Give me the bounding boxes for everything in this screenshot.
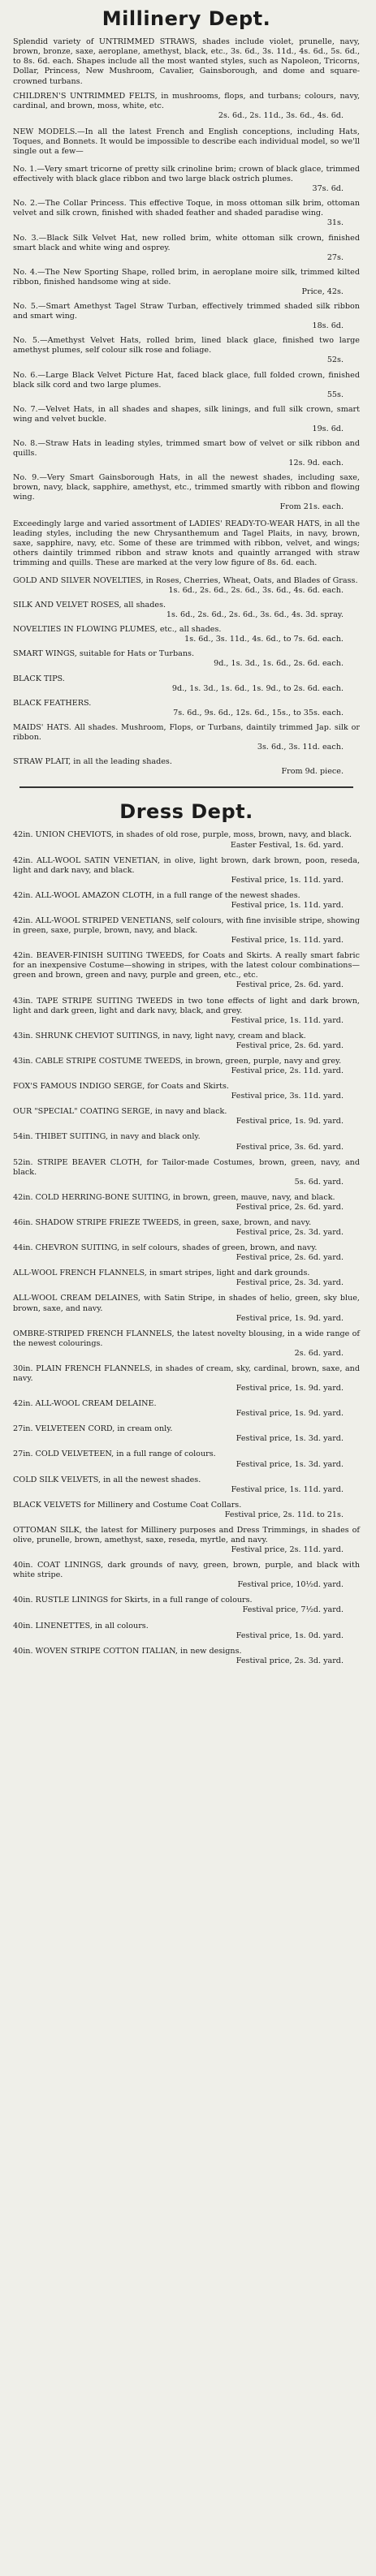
item-text: No. 6.—Large Black Velvet Picture Hat, faced black glace, full folded crown, finished black silk cord and two large plumes. <box>13 370 360 390</box>
item-price: 37s. 6d. <box>312 184 344 194</box>
item-text: 42in. COLD HERRING-BONE SUITING, in brown, green, mauve, navy, and black. <box>13 1192 335 1202</box>
model-item <box>13 473 360 512</box>
list-item <box>13 1158 360 1187</box>
list-item <box>13 1329 360 1359</box>
item-price: 3s. 6d., 3s. 11d. each. <box>257 743 344 752</box>
item-price: 12s. 9d. each. <box>288 459 344 468</box>
item-price: Festival price, 1s. 9d. yard. <box>236 1313 344 1323</box>
item-text: 27in. VELVETEEN CORD, in cream only. <box>13 1424 173 1434</box>
item-price: Festival price, 2s. 11d. yard. <box>231 1066 344 1076</box>
item-text: 44in. CHEVRON SUITING, in self colours, shades of green, brown, and navy. <box>13 1243 318 1253</box>
list-item <box>13 1450 360 1469</box>
item-price: Festival price, 1s. 3d. yard. <box>236 1434 344 1444</box>
item-price: Festival price, 1s. 9d. yard. <box>236 1409 344 1419</box>
item-price: Festival price, 2s. 6d. yard. <box>236 1202 344 1212</box>
item-price: 9d., 1s. 3d., 1s. 6d., 2s. 6d. each. <box>214 659 344 669</box>
list-item <box>13 1132 360 1152</box>
item-price: 7s. 6d., 9s. 6d., 12s. 6d., 15s., to 35s. each. <box>173 708 344 717</box>
item-text: 40in. LINENETTES, in all colours. <box>13 1621 149 1630</box>
item-text: STRAW PLAIT, in all the leading shades. <box>13 757 172 767</box>
list-item <box>13 856 360 885</box>
item-text: 42in. ALL-WOOL CREAM DELAINE. <box>13 1399 157 1409</box>
item-text: 30in. PLAIN FRENCH FLANNELS, in shades of cream, sky, cardinal, brown, saxe, and navy. <box>13 1363 360 1383</box>
model-item <box>13 199 360 228</box>
list-item <box>13 1269 360 1288</box>
item-price: 1s. 6d., 2s. 6d., 2s. 6d., 3s. 6d., 4s. 3d. spray. <box>166 610 344 620</box>
list-item <box>13 1647 360 1666</box>
item-price: Festival price, 1s. 11d. yard. <box>231 875 344 885</box>
item-price: Festival price, 1s. 11d. yard. <box>231 1015 344 1025</box>
list-item <box>13 997 360 1026</box>
item-price: Festival price, 1s. 9d. yard. <box>236 1117 344 1126</box>
item-text: BLACK VELVETS for Millinery and Costume Coat Collars. <box>13 1500 242 1510</box>
item-price: 2s. 6d., 2s. 11d., 3s. 6d., 4s. 6d. <box>218 110 344 120</box>
item-price: Festival price, 1s. 11d. yard. <box>231 1484 344 1494</box>
millinery-section <box>13 6 360 777</box>
item-text: No. 5.—Smart Amethyst Tagel Straw Turban, effectively trimmed shaded silk ribbon and smart wing. <box>13 302 360 321</box>
millinery-heading: Millinery Dept. <box>102 7 271 30</box>
item-text: FOX'S FAMOUS INDIGO SERGE, for Coats and Skirts. <box>13 1082 229 1092</box>
list-item <box>13 1475 360 1495</box>
list-item <box>13 92 360 121</box>
item-price: Festival price, 1s. 11d. yard. <box>231 900 344 910</box>
model-item <box>13 439 360 468</box>
item-price: 9d., 1s. 3d., 1s. 6d., 1s. 9d., to 2s. 6d. each. <box>171 683 344 693</box>
list-item <box>13 625 360 644</box>
item-price: Price, 42s. <box>301 286 344 296</box>
model-item <box>13 405 360 434</box>
section-divider <box>19 786 353 788</box>
item-text: 43in. CABLE STRIPE COSTUME TWEEDS, in brown, green, purple, navy and grey. <box>13 1056 342 1066</box>
list-item <box>13 1193 360 1213</box>
item-text: No. 9.—Very Smart Gainsborough Hats, in all the newest shades, including saxe, brown, navy, black, sapphire, amethyst, etc., trimmed smartly with ribbon and flowing wing. <box>13 473 360 502</box>
item-price: 27s. <box>326 252 344 262</box>
item-price: 1s. 6d., 2s. 6d., 2s. 6d., 3s. 6d., 4s. 6d. each. <box>168 585 344 595</box>
list-item <box>13 1057 360 1076</box>
list-item <box>13 601 360 620</box>
item-text: OMBRE-STRIPED FRENCH FLANNELS, the latest novelty blousing, in a wide range of the newest colourings. <box>13 1329 360 1348</box>
item-text: SILK AND VELVET ROSES, all shades. <box>13 601 166 610</box>
item-text: 42in. ALL-WOOL SATIN VENETIAN, in olive, light brown, dark brown, poon, reseda, light and dark navy, and black. <box>13 855 360 875</box>
item-text: Splendid variety of UNTRIMMED STRAWS, shades include violet, prunelle, navy, brown, bronze, saxe, aeroplane, amethyst, black, etc., 3s. 6d., 3s. 11d., 4s. 6d., 5s. 6d., to 8s. 6d. each. Shapes include all the most wanted styles, such as Napoleon, Tricorns, Dollar, Princess, New Mushroom, Cavalier, Gainsborough, and dome and square-crowned turbans. <box>13 37 360 86</box>
item-price: 19s. 6d. <box>312 424 344 433</box>
list-item <box>13 1399 360 1419</box>
list-item <box>13 1622 360 1641</box>
list-item <box>13 1218 360 1238</box>
model-item <box>13 234 360 263</box>
item-price: Festival price, 1s. 0d. yard. <box>236 1630 344 1640</box>
list-item <box>13 916 360 946</box>
list-item <box>13 1561 360 1590</box>
list-item <box>13 576 360 596</box>
item-price: Festival price, 3s. 6d. yard. <box>236 1142 344 1152</box>
item-price: 5s. 6d. yard. <box>294 1177 344 1187</box>
item-text: 43in. SHRUNK CHEVIOT SUITINGS, in navy, light navy, cream and black. <box>13 1031 306 1040</box>
item-price: 31s. <box>326 218 344 228</box>
list-item <box>13 1501 360 1520</box>
item-text: ALL-WOOL CREAM DELAINES, with Satin Stripe, in shades of helio, green, sky blue, brown, saxe, and navy. <box>13 1294 360 1313</box>
item-price: Festival price, 2s. 6d. yard. <box>236 1253 344 1263</box>
item-text: 40in. RUSTLE LININGS for Skirts, in a full range of colours. <box>13 1596 253 1605</box>
item-price: Festival price, 7½d. yard. <box>242 1605 344 1615</box>
item-price: Easter Festival, 1s. 6d. yard. <box>230 840 344 850</box>
item-text: No. 1.—Very smart tricorne of pretty silk crinoline brim; crown of black glace, trimmed effectively with black glace ribbon and two large black ostrich plumes. <box>13 165 360 184</box>
list-item <box>13 891 360 911</box>
item-text: No. 3.—Black Silk Velvet Hat, new rolled brim, white ottoman silk crown, finished smart black and white wing and osprey. <box>13 233 360 252</box>
list-item <box>13 1294 360 1323</box>
item-text: OUR "SPECIAL" COATING SERGE, in navy and black. <box>13 1107 227 1117</box>
item-text: No. 2.—The Collar Princess. This effective Toque, in moss ottoman silk brim, ottoman velvet and silk crown, finished with shaded feather and shaded paradise wing. <box>13 199 360 218</box>
list-item <box>13 1424 360 1444</box>
model-item <box>13 268 360 297</box>
model-item <box>13 336 360 365</box>
item-text: 42in. ALL-WOOL STRIPED VENETIANS, self colours, with fine invisible stripe, showing in green, saxe, purple, brown, navy, and black. <box>13 916 360 936</box>
item-price: Festival price, 2s. 11d. yard. <box>231 1545 344 1555</box>
item-price: 52s. <box>326 355 344 365</box>
item-text: CHILDREN'S UNTRIMMED FELTS, in mushrooms, flops, and turbans; colours, navy, cardinal, and brown, moss, white, etc. <box>13 91 360 110</box>
item-text: BLACK FEATHERS. <box>13 698 92 708</box>
list-item <box>13 699 360 718</box>
dress-heading: Dress Dept. <box>119 800 253 824</box>
models-intro: NEW MODELS.—In all the latest French and English conceptions, including Hats, Toques, and Bonnets. It would be impossible to describe each individual model, so we'll single out a few— <box>13 127 360 157</box>
list-item <box>13 1082 360 1101</box>
list-item <box>13 830 360 850</box>
list-item <box>13 1032 360 1051</box>
dress-section <box>13 799 360 1666</box>
list-item <box>13 649 360 669</box>
item-text: 42in. UNION CHEVIOTS, in shades of old rose, purple, moss, brown, navy, and black. <box>13 830 352 840</box>
item-price: 2s. 6d. yard. <box>294 1348 344 1358</box>
item-price: Festival price, 10½d. yard. <box>237 1580 344 1590</box>
item-text: 40in. COAT LININGS, dark grounds of navy, green, brown, purple, and black with white stripe. <box>13 1561 360 1580</box>
model-item <box>13 165 360 194</box>
item-text: ALL-WOOL FRENCH FLANNELS, in smart stripes, light and dark grounds. <box>13 1269 310 1278</box>
item-price: Festival price, 3s. 11d. yard. <box>231 1092 344 1101</box>
list-item <box>13 37 360 86</box>
list-item <box>13 1243 360 1263</box>
item-price: 55s. <box>326 390 344 399</box>
item-text: SMART WINGS, suitable for Hats or Turbans. <box>13 649 195 659</box>
item-text: No. 5.—Amethyst Velvet Hats, rolled brim, lined black glace, finished two large amethyst plumes, self colour silk rose and foliage. <box>13 336 360 355</box>
item-price: Festival price, 2s. 11d. to 21s. <box>224 1510 344 1519</box>
model-item <box>13 371 360 400</box>
item-text: 43in. TAPE STRIPE SUITING TWEEDS in two tone effects of light and dark brown, light and dark green, light and dark navy, black, and grey. <box>13 996 360 1015</box>
item-text: 42in. ALL-WOOL AMAZON CLOTH, in a full range of the newest shades. <box>13 890 300 900</box>
list-item <box>13 951 360 990</box>
item-text: COLD SILK VELVETS, in all the newest shades. <box>13 1475 201 1484</box>
list-item <box>13 674 360 694</box>
model-item <box>13 302 360 331</box>
item-text: 54in. THIBET SUITING, in navy and black only. <box>13 1132 201 1142</box>
item-text: NOVELTIES IN FLOWING PLUMES, etc., all shades. <box>13 625 222 635</box>
item-text: 52in. STRIPE BEAVER CLOTH, for Tailor-made Costumes, brown, green, navy, and black. <box>13 1157 360 1177</box>
ready-to-wear-intro: Exceedingly large and varied assortment of LADIES' READY-TO-WEAR HATS, in all the leading styles, including the new Chrysanthemum and Tagel Plaits, in navy, brown, saxe, sapphire, navy, etc. Some of these are trimmed with ribbon, velvet, and wings; others daintily trimmed ribbon and straw knots and quaintly arranged with straw trimming and quills. These are marked at the very low figure of 8s. 6d. each. <box>13 519 360 567</box>
item-text: 27in. COLD VELVETEEN, in a full range of colours. <box>13 1450 216 1459</box>
list-item <box>13 1596 360 1615</box>
list-item <box>13 1364 360 1394</box>
item-price: 1s. 6d., 3s. 11d., 4s. 6d., to 7s. 6d. each. <box>184 635 344 644</box>
item-text: GOLD AND SILVER NOVELTIES, in Roses, Cherries, Wheat, Oats, and Blades of Grass. <box>13 575 358 585</box>
item-price: Festival price, 2s. 3d. yard. <box>236 1278 344 1288</box>
item-text: MAIDS' HATS. All shades. Mushroom, Flops, or Turbans, daintily trimmed Jap. silk or ribbon. <box>13 722 360 742</box>
item-text: 40in. WOVEN STRIPE COTTON ITALIAN, in new designs. <box>13 1646 242 1656</box>
item-price: Festival price, 2s. 3d. yard. <box>236 1656 344 1665</box>
list-item <box>13 1526 360 1555</box>
item-price: From 21s. each. <box>279 502 344 512</box>
item-text: 42in. BEAVER-FINISH SUITING TWEEDS, for Coats and Skirts. A really smart fabric for an inexpensive Costume—showing in stripes, with the latest colour combinations—green and brown, green and navy, purple and green, etc., etc. <box>13 951 360 980</box>
item-text: No. 4.—The New Sporting Shape, rolled brim, in aeroplane moire silk, trimmed kilted ribbon, finished handsome wing at side. <box>13 267 360 286</box>
list-item <box>13 757 360 777</box>
item-text: BLACK TIPS. <box>13 674 65 683</box>
item-price: Festival price, 1s. 11d. yard. <box>231 936 344 946</box>
list-item <box>13 723 360 752</box>
item-price: 18s. 6d. <box>312 321 344 331</box>
item-price: Festival price, 2s. 6d. yard. <box>236 980 344 990</box>
item-price: From 9d. piece. <box>281 767 344 777</box>
item-text: 46in. SHADOW STRIPE FRIEZE TWEEDS, in green, saxe, brown, and navy. <box>13 1217 312 1227</box>
item-price: Festival price, 2s. 3d. yard. <box>236 1228 344 1238</box>
item-price: Festival price, 1s. 3d. yard. <box>236 1459 344 1469</box>
item-price: Festival price, 2s. 6d. yard. <box>236 1040 344 1050</box>
item-price: Festival price, 1s. 9d. yard. <box>236 1384 344 1394</box>
item-text: No. 8.—Straw Hats in leading styles, trimmed smart bow of velvet or silk ribbon and quills. <box>13 438 360 459</box>
item-text: No. 7.—Velvet Hats, in all shades and shapes, silk linings, and full silk crown, smart wing and velvet buckle. <box>13 404 360 424</box>
item-text: OTTOMAN SILK, the latest for Millinery purposes and Dress Trimmings, in shades of olive, prunelle, brown, amethyst, saxe, reseda, myrtle, and navy. <box>13 1525 360 1544</box>
list-item <box>13 1107 360 1126</box>
